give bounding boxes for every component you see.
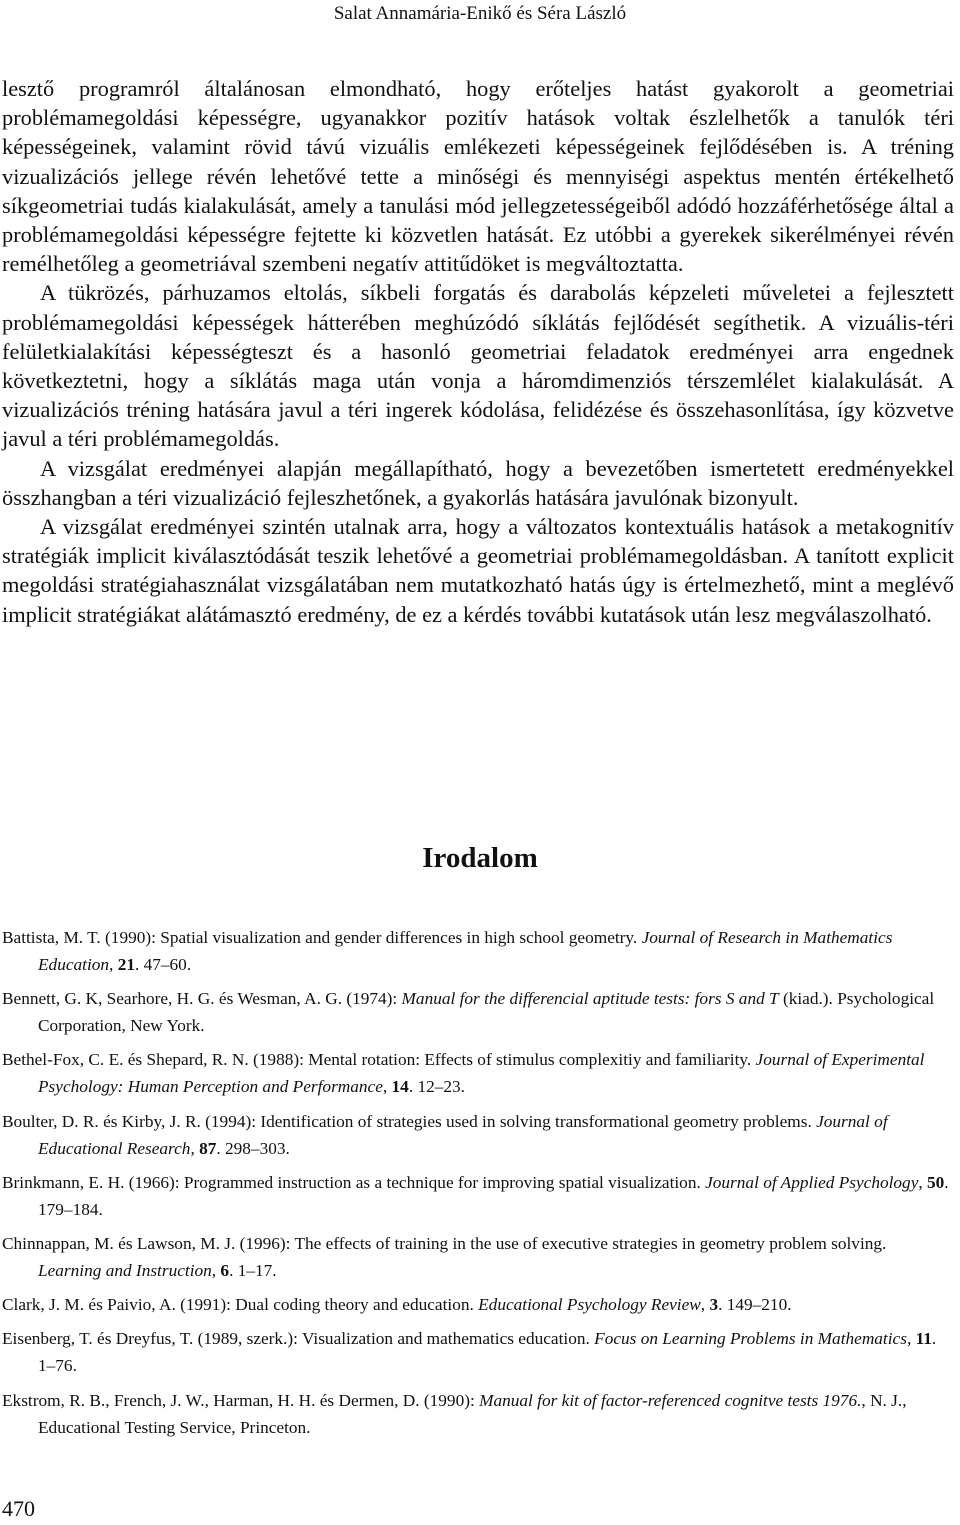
paragraph: A tükrözés, párhuzamos eltolás, síkbeli forgatás és darabolás képzeleti műveletei a fejlesztett problémamegoldási képességek hátterében meghúzódó síklátás fejlődését segíthetik. A vizuális-téri felületkialakítási képességteszt és a hasonló geometriai feladatok eredményei arra engednek következtetni, hogy a síklátás maga után vonja a háromdimenziós térszemlélet kialakulását. A vizualizációs tréning hatására javul a téri ingerek kódolása, felidézése és összehasonlítása, így közvetve javul a téri problémamegoldás. — [2, 280, 954, 452]
ref-sep: , — [906, 1329, 916, 1349]
reference-item — [2, 1108, 954, 1162]
ref-sep: , — [109, 955, 118, 974]
section-title: Irodalom — [422, 842, 538, 874]
reference-item — [2, 985, 954, 1039]
ref-source: Focus on Learning Problems in Mathematics — [594, 1329, 907, 1349]
ref-authors: Ekstrom, R. B., French, J. W., Harman, H. H. és Dermen, D. (1990): — [2, 1390, 480, 1410]
ref-volume: 11 — [915, 1329, 932, 1349]
ref-volume: 21 — [117, 955, 135, 974]
reference-item — [2, 1230, 954, 1284]
ref-authors: Boulter, D. R. és Kirby, J. R. (1994): Identification of strategies used in solving transformational geometry problems. — [2, 1111, 817, 1131]
ref-authors: Brinkmann, E. H. (1966): Programmed instruction as a technique for improving spatial visualization. — [2, 1172, 706, 1192]
ref-pages: . 149–210. — [718, 1295, 792, 1315]
page-number: 470 — [2, 1496, 35, 1521]
paragraph: A vizsgálat eredményei szintén utalnak arra, hogy a változatos kontextuális hatások a metakognitív stratégiák implicit kiválasztódását teszik lehetővé a geometriai problémamegoldásban. A tanított explicit megoldási stratégiahasználat vizsgálatában nem mutatkozható hatás úgy is értelmezhető, mint a meglévő implicit stratégiákat alátámasztó eredmény, de ez a kérdés további kutatások után lesz megválaszolható. — [2, 514, 954, 627]
ref-volume: 50 — [927, 1172, 945, 1192]
ref-source: Journal of Experimental Psychology: Human Perception and Performance — [38, 1050, 925, 1097]
ref-pages: , N. J., Educational Testing Service, Princeton. — [38, 1390, 907, 1437]
reference-item — [2, 924, 954, 978]
ref-sep: , — [918, 1172, 928, 1192]
ref-authors: Bethel-Fox, C. E. és Shepard, R. N. (1988): Mental rotation: Effects of stimulus complexitiy and familiarity. — [2, 1050, 756, 1070]
ref-source: Learning and Instruction — [38, 1260, 212, 1280]
body-text — [2, 74, 954, 629]
reference-item — [2, 1387, 954, 1441]
ref-sep: , — [190, 1138, 200, 1158]
ref-sep: , — [700, 1295, 710, 1315]
ref-volume: 6 — [220, 1260, 230, 1280]
reference-list — [2, 924, 954, 1448]
ref-authors: Battista, M. T. (1990): Spatial visualization and gender differences in high school geometry. — [2, 928, 642, 947]
ref-volume: 3 — [709, 1295, 719, 1315]
ref-source: Manual for the differencial aptitude tests: fors S and T — [401, 989, 779, 1009]
ref-authors: Chinnappan, M. és Lawson, M. J. (1996): The effects of training in the use of executive strategies in geometry problem solving. — [2, 1233, 887, 1253]
reference-item — [2, 1291, 954, 1318]
ref-pages: . 179–184. — [38, 1172, 949, 1219]
ref-source: Journal of Research in Mathematics Education — [38, 928, 893, 974]
ref-sep: , — [211, 1260, 221, 1280]
ref-authors: Eisenberg, T. és Dreyfus, T. (1989, szerk.): Visualization and mathematics education. — [2, 1329, 595, 1349]
ref-pages: . 47–60. — [134, 955, 192, 974]
ref-source: Journal of Educational Research — [38, 1111, 888, 1158]
ref-authors: Clark, J. M. és Paivio, A. (1991): Dual coding theory and education. — [2, 1295, 479, 1315]
reference-item — [2, 1169, 954, 1223]
ref-source: Manual for kit of factor-referenced cognitve tests 1976. — [479, 1390, 862, 1410]
ref-pages: (kiad.). Psychological Corporation, New York. — [38, 989, 935, 1036]
ref-pages: . 298–303. — [216, 1138, 290, 1158]
ref-authors: Bennett, G. K, Searhore, H. G. és Wesman, A. G. (1974): — [2, 989, 402, 1009]
ref-source: Journal of Applied Psychology — [705, 1172, 919, 1192]
reference-item — [2, 1325, 954, 1379]
running-header: Salat Annamária-Enikő és Séra László — [333, 3, 627, 24]
ref-sep: , — [382, 1077, 392, 1097]
paragraph: A vizsgálat eredményei alapján megállapítható, hogy a bevezetőben ismertetett eredményekkel összhangban a téri vizualizáció fejleszhetőnek, a gyakorlás hatására javulónak bizonyult. — [2, 455, 954, 510]
reference-item — [2, 1046, 954, 1100]
paragraph: lesztő programról általánosan elmondható, hogy erőteljes hatást gyakorolt a geometriai problémamegoldási képességre, ugyanakkor pozitív hatások voltak észlelhetők a tanulók téri képességeinek, valamint rövid távú vizuális emlékezeti képességeinek fejlődésében is. A tréning vizualizációs jellege révén lehetővé tette a minőségi és mennyiségi aspektus mentén értékelhető síkgeometriai tudás kialakulását, amely a tanulási mód jellegzetességeiből adódó hozzáférhetősége által a problémamegoldási képességre fejtette ki közvetlen hatását. Ez utóbbi a gyerekek sikerélményei révén remélhetőleg a geometriával szembeni negatív attitűdöket is megváltoztatta. — [2, 76, 954, 277]
ref-pages: . 1–76. — [38, 1329, 937, 1376]
ref-pages: . 1–17. — [229, 1260, 277, 1280]
ref-volume: 14 — [391, 1077, 409, 1097]
ref-source: Educational Psychology Review — [478, 1295, 701, 1315]
ref-volume: 87 — [199, 1138, 217, 1158]
ref-pages: . 12–23. — [408, 1077, 465, 1097]
